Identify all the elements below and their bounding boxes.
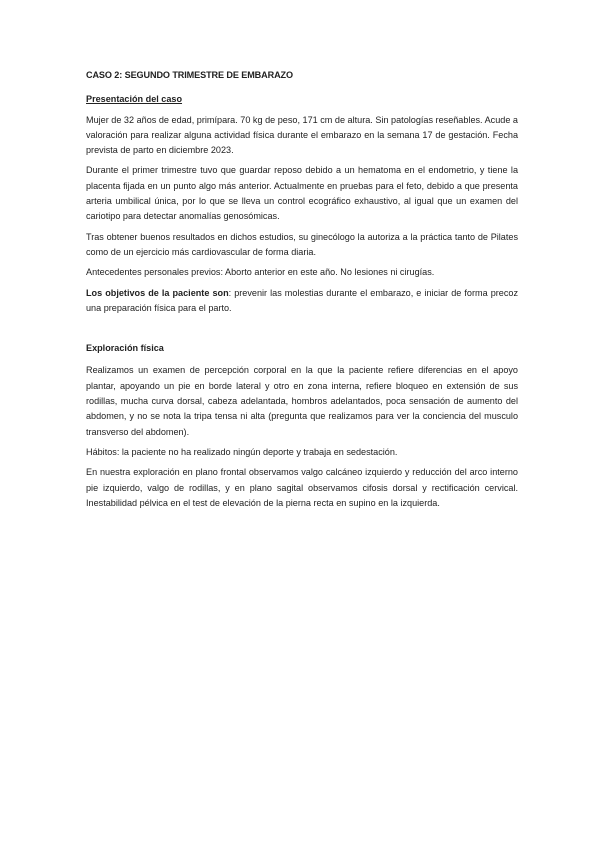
presentation-paragraph-1: Mujer de 32 años de edad, primípara. 70 kg de peso, 171 cm de altura. Sin patologías reseñables. Acude a valoración para realizar alguna actividad física durante el embarazo en la semana 17 de gestación. Fecha prevista de parto en diciembre 2023. bbox=[86, 114, 518, 156]
exploration-paragraph-3: En nuestra exploración en plano frontal observamos valgo calcáneo izquierdo y reducción del arco interno pie izquierdo, valgo de rodillas, y en plano sagital observamos cifosis dorsal y rectificación cervical. Inestabilidad pélvica en el test de elevación de la pierna recta en supino en la izquierda. bbox=[86, 467, 518, 508]
document-title: CASO 2: SEGUNDO TRIMESTRE DE EMBARAZO bbox=[86, 70, 293, 80]
presentation-paragraph-2: Durante el primer trimestre tuvo que guardar reposo debido a un hematoma en el endometrio, y tiene la placenta fijada en un punto algo más anterior. Actualmente en pruebas para el feto, debido a que presenta arteria umbilical única, por lo que se lleva un control ecográfico exhaustivo, al igual que un examen del cariotipo para detectar anomalías genosómicas. bbox=[86, 165, 518, 222]
objectives-paragraph bbox=[86, 286, 518, 317]
document-page bbox=[86, 68, 518, 516]
presentation-heading: Presentación del caso bbox=[86, 94, 183, 105]
presentation-paragraph-3: Tras obtener buenos resultados en dichos estudios, su ginecólogo la autoriza a la práctica tanto de Pilates como de un ejercicio más cardiovascular de forma diaria. bbox=[86, 231, 518, 257]
exploration-heading: Exploración física bbox=[86, 343, 164, 354]
objectives-text: : prevenir las molestias durante el embarazo, e iniciar de forma precoz una preparación física para el parto. bbox=[86, 287, 518, 313]
section-gap bbox=[86, 321, 518, 341]
exploration-paragraph-1: Realizamos un examen de percepción corporal en la que la paciente refiere diferencias en el apoyo plantar, apoyando un pie en borde lateral y otro en zona interna, refiere bloqueo en extensión de sus rodillas, mucha curva dorsal, cabeza adelantada, hombros adelantados, poca sensación de aumento del abdomen, y no se nota la tripa tensa ni alta (pregunta que realizamos para ver la conciencia del musculo transverso del abdomen). bbox=[86, 365, 518, 437]
presentation-paragraph-4: Antecedentes personales previos: Aborto anterior en este año. No lesiones ni cirugías. bbox=[86, 267, 435, 278]
objectives-lead: Los objetivos de la paciente son bbox=[86, 287, 229, 298]
exploration-paragraph-2: Hábitos: la paciente no ha realizado ningún deporte y trabaja en sedestación. bbox=[86, 446, 398, 457]
